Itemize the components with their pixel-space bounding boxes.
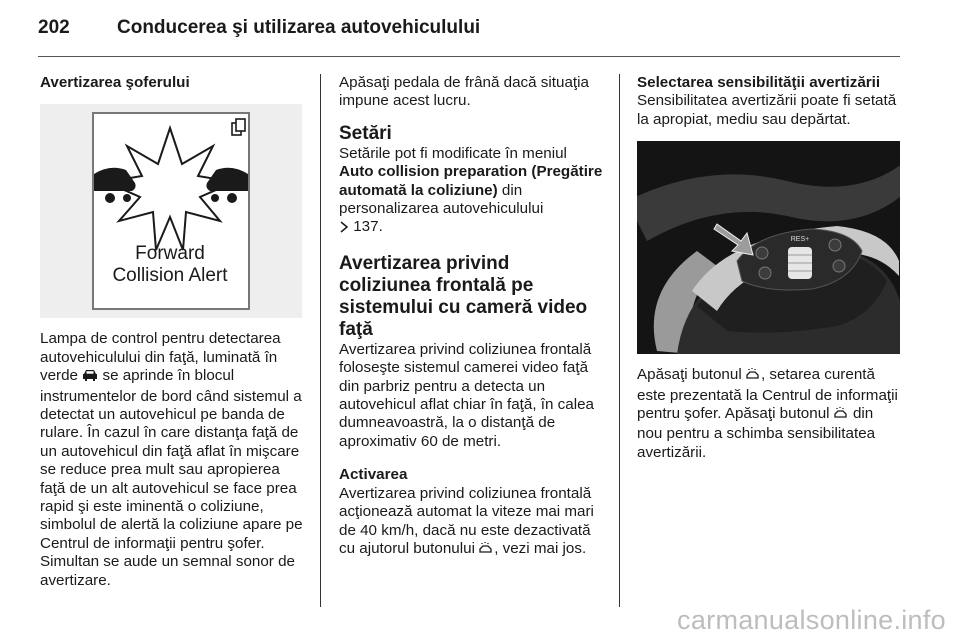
cruise-button-icon: [829, 239, 841, 251]
driver-alert-text-post: se aprinde în blocul instrumentelor de bord când sistemul a detectat un autovehicul pe banda de rulare. În cazul în care distanţa faţă de un autovehicul din faţă aflat în mişcare se reduce prea mult sau apropierea faţă de un alt autovehicul se face prea rapid şi este iminentă o coliziune, simbolul de alertă la coliziune apare pe Centrul de informaţii pentru şofer. Simultan se aude un semnal sonor de avertizare.: [40, 367, 303, 589]
steering-wheel-figure: [637, 141, 900, 354]
page-number: 202: [38, 17, 70, 38]
activation-heading: Activarea: [339, 466, 408, 484]
settings-menu-name: Auto collision preparation (Pregătire automată la coliziune): [339, 163, 603, 199]
sensitivity-intro: Sensibilitatea avertizării poate fi setată la apropiat, mediu sau depărtat.: [637, 92, 897, 128]
sensitivity-heading: Selectarea sensibilităţii avertizării: [637, 74, 881, 91]
activation-paragraph: [339, 485, 603, 561]
page-header-title: Conducerea şi utilizarea autovehiculului: [117, 17, 481, 38]
activation-text-pre: Avertizarea privind coliziunea frontală acţionează automat la viteze mai mari de 40 km/h, dacă nu este dezactivată cu ajutorul butonului: [339, 484, 594, 557]
brake-instruction: Apăsaţi pedala de frână dacă situaţia impune acest lucru.: [339, 74, 589, 110]
steering-wheel-photo: [637, 141, 900, 354]
driver-alert-paragraph: [40, 330, 308, 590]
settings-text-1: Setările pot fi modificate în meniul: [339, 144, 567, 162]
page-ref-icon: [339, 220, 349, 238]
collision-sensitivity-icon: [479, 542, 494, 560]
camera-fcw-text: Avertizarea privind coliziunea frontală foloseşte sistemul camerei video faţă din parbriz pentru a detecta un autovehicul aflat chiar în faţă, în calea dumneavoastră, la o distanţă de aproximativ 60 de metri.: [339, 340, 594, 450]
sensitivity-text-b: , setarea curentă este prezentată la Centrul de informaţii pentru şofer. Apăsaţi butonul: [637, 366, 898, 423]
res-label: RES+: [790, 236, 810, 244]
collision-alert-display: [40, 104, 302, 318]
header-rule: [38, 56, 900, 57]
column-divider-1: [320, 74, 321, 607]
driver-alert-text-pre: Lampa de control pentru detectarea autovehiculului din faţă, luminată în verde: [40, 330, 281, 385]
settings-page-ref: 137.: [353, 218, 383, 236]
activation-text-post: , vezi mai jos.: [494, 539, 587, 557]
settings-paragraph: [339, 145, 603, 239]
figure-text-line1: Forward: [135, 243, 205, 265]
sensitivity-text-c: din nou pentru a schimba sensibilitatea avertizării.: [637, 405, 876, 461]
camera-fcw-heading: Avertizarea privind coliziunea frontală pe sistemului cu cameră video faţă: [339, 252, 588, 340]
forward-collision-alert-figure: [40, 104, 302, 318]
sensitivity-button-icon-inline: [746, 368, 761, 386]
column-2: [339, 74, 603, 560]
sensitivity-button-icon: [756, 247, 768, 259]
sensitivity-text-a: Apăsaţi butonul: [637, 366, 742, 384]
figure-text-line2: Collision Alert: [112, 265, 228, 287]
cancel-button-icon: [759, 267, 771, 279]
watermark: carmanualsonline.info: [677, 605, 946, 635]
driver-alert-heading: Avertizarea şoferului: [40, 74, 190, 91]
settings-text-2: din personalizarea autovehiculului: [339, 181, 544, 218]
vehicle-ahead-icon: [82, 369, 98, 387]
settings-heading: Setări: [339, 122, 392, 144]
sensitivity-button-icon-inline-2: [834, 407, 849, 425]
sensitivity-paragraph: [637, 366, 900, 462]
limiter-button-icon: [833, 260, 845, 272]
column-divider-2: [619, 74, 620, 607]
column-3: [637, 74, 900, 462]
column-1: [40, 74, 308, 590]
